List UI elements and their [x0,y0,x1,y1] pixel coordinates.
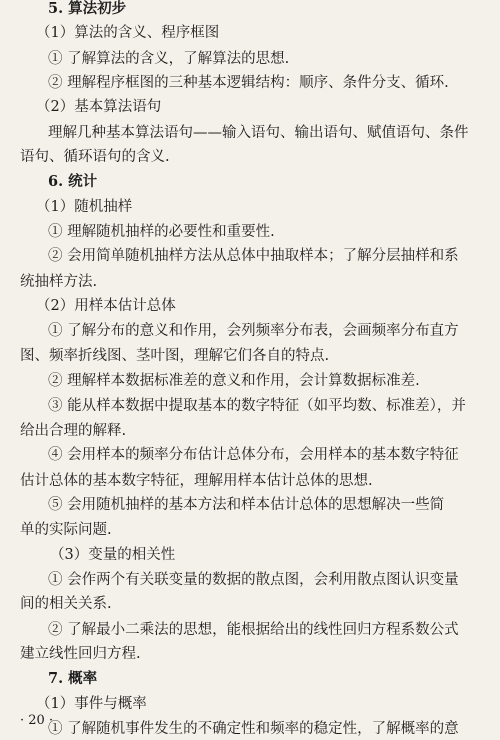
section-heading: 7. 概率 [48,670,98,687]
text-line: ① 理解随机抽样的必要性和重要性. [48,224,275,240]
text-line: ① 了解随机事件发生的不确定性和频率的稳定性，了解概率的意 [48,721,459,737]
text-line: （1）随机抽样 [36,199,133,215]
text-line: 建立线性回归方程. [20,646,141,662]
text-line: ① 了解算法的含义，了解算法的思想. [48,51,290,67]
text-line: （1）事件与概率 [36,696,147,712]
text-line: ② 理解样本数据标准差的意义和作用，会计算数据标准差. [48,373,420,389]
text-line: ② 了解最小二乘法的思想，能根据给出的线性回归方程系数公式 [48,622,459,638]
text-line: 给出合理的解释. [20,423,127,439]
text-line: ① 了解分布的意义和作用，会列频率分布表，会画频率分布直方 [48,323,459,339]
text-line: ③ 能从样本数据中提取基本的数字特征（如平均数、标准差），并 [48,398,466,414]
text-line: ④ 会用样本的频率分布估计总体分布，会用样本的基本数字特征 [48,447,459,463]
text-line: ⑤ 会用随机抽样的基本方法和样本估计总体的思想解决一些简 [48,497,445,513]
text-line: ① 会作两个有关联变量的数据的散点图，会利用散点图认识变量 [48,572,459,588]
text-line: 估计总体的基本数字特征，理解用样本估计总体的思想. [20,473,373,489]
text-line: 图、频率折线图、茎叶图，理解它们各自的特点. [20,348,330,364]
text-line: 理解几种基本算法语句——输入语句、输出语句、赋值语句、条件 [48,125,469,141]
text-line: ② 理解程序框图的三种基本逻辑结构：顺序、条件分支、循环. [48,75,449,91]
text-line: ② 会用简单随机抽样方法从总体中抽取样本；了解分层抽样和系 [48,248,459,264]
text-line: 单的实际问题. [20,522,112,538]
text-line: 语句、循环语句的含义. [20,149,170,165]
text-line: （3）变量的相关性 [50,547,176,563]
page-number: · 20 · [20,713,54,728]
section-heading: 5. 算法初步 [48,0,127,17]
text-line: （2）基本算法语句 [36,99,162,115]
text-line: （1）算法的含义、程序框图 [36,25,220,41]
text-line: （2）用样本估计总体 [36,298,176,314]
section-heading: 6. 统计 [48,173,98,190]
text-line: 统抽样方法. [20,274,98,290]
text-line: 间的相关关系. [20,596,112,612]
